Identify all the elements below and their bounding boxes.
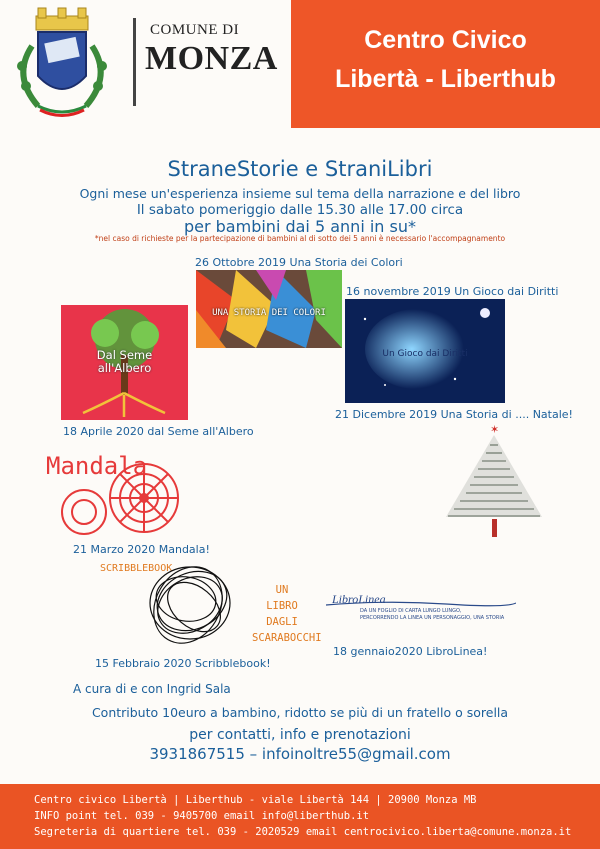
scribble-side-3: DAGLI: [266, 616, 298, 628]
image-diritti-title: Un Gioco dai Diritti: [382, 349, 468, 359]
scribble-side-1: UN: [275, 584, 289, 596]
image-colori-title: UNA STORIA DEI COLORI: [212, 308, 326, 318]
image-colori: [196, 270, 342, 348]
header-divider: [133, 18, 136, 106]
librolinea-desc-2: PERCORRENDO LA LINEA UN PERSONAGGIO, UNA STORIA: [360, 615, 505, 621]
intro-line-1: Ogni mese un'esperienza insieme sul tema della narrazione e del libro: [79, 186, 521, 201]
scribblebook-side-text: [252, 582, 322, 646]
librolinea-desc-1: DA UN FOGLIO DI CARTA LUNGO LUNGO,: [360, 608, 462, 614]
footer: [0, 784, 600, 849]
fee-info: Contributo 10euro a bambino, ridotto se più di un fratello o sorella: [91, 705, 509, 720]
event-caption-colori: 26 Ottobre 2019 Una Storia dei Colori: [195, 256, 403, 269]
event-caption-albero: 18 Aprile 2020 dal Seme all'Albero: [63, 425, 254, 438]
contact-title: per contatti, info e prenotazioni: [189, 727, 411, 743]
centre-name: Centro Civico: [364, 26, 527, 54]
image-mandala: [44, 452, 193, 540]
image-albero-title: [61, 349, 188, 375]
city-name: MONZA: [145, 40, 278, 77]
monza-coat-of-arms: [8, 6, 116, 124]
event-caption-mandala: 21 Marzo 2020 Mandala!: [73, 543, 210, 556]
image-scribble: [140, 555, 240, 650]
intro-line-3: per bambini dai 5 anni in su*: [183, 217, 416, 236]
image-albero-title-2: all'Albero: [97, 361, 152, 375]
image-albero-title-1: Dal Seme: [96, 348, 153, 362]
centre-title-box: [291, 0, 600, 128]
scribble-side-4: SCARABOCCHI: [252, 632, 322, 644]
image-natale-tree: [440, 423, 548, 541]
scribble-side-2: LIBRO: [266, 600, 298, 612]
contact-line: 3931867515 – infoinoltre55@gmail.com: [149, 745, 451, 763]
event-caption-diritti: 16 novembre 2019 Un Gioco dai Diritti: [346, 285, 559, 298]
event-caption-scribble: 15 Febbraio 2020 Scribblebook!: [95, 657, 271, 670]
librolinea-logo-text: LibroLinea: [332, 592, 386, 606]
centre-subtitle: Libertà - Liberthub: [335, 65, 556, 93]
footer-line-3: Segreteria di quartiere tel. 039 - 2020529 email centrocivico.liberta@comune.monza.it: [34, 826, 572, 838]
footer-line-1: Centro civico Libertà | Liberthub - viale Libertà 144 | 20900 Monza MB: [34, 794, 477, 806]
footer-line-2: INFO point tel. 039 - 9405700 email info@liberthub.it: [34, 810, 370, 822]
comune-label: COMUNE DI: [150, 22, 240, 38]
scribblebook-label: SCRIBBLEBOOK: [100, 563, 173, 574]
event-caption-natale: 21 Dicembre 2019 Una Storia di .... Natale!: [335, 408, 573, 421]
event-caption-librolinea: 18 gennaio2020 LibroLinea!: [333, 645, 488, 658]
image-diritti: [345, 299, 505, 403]
image-albero: [61, 305, 188, 420]
curator-credit: A cura di e con Ingrid Sala: [73, 682, 231, 696]
program-title: StraneStorie e StraniLibri: [167, 157, 433, 181]
intro-line-2: Il sabato pomeriggio dalle 15.30 alle 17.00 circa: [136, 202, 464, 218]
image-mandala-title: Mandala: [46, 452, 148, 480]
svg-text:✶: ✶: [490, 423, 500, 436]
age-note: *nel caso di richieste per la partecipazione di bambini al di sotto dei 5 anni è necessario l'accompagnamento: [94, 234, 506, 243]
librolinea-logo: [326, 594, 516, 626]
